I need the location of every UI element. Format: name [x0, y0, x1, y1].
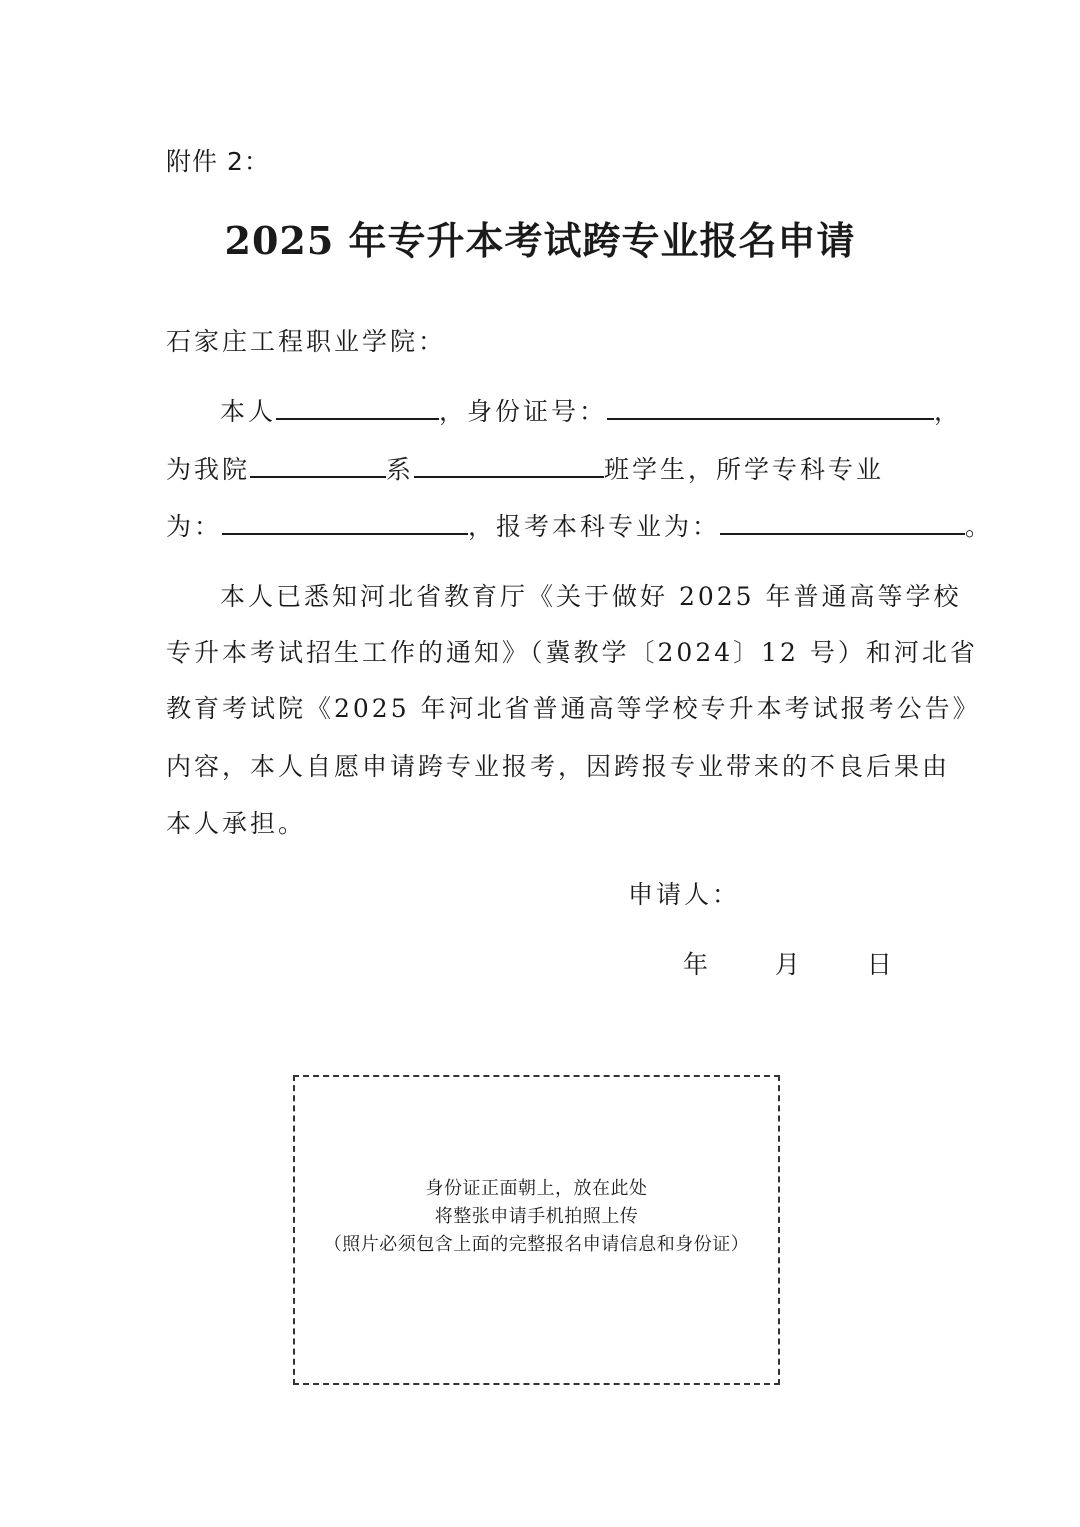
photo-instruction-line: （照片必须包含上面的完整报名申请信息和身份证） [323, 1234, 750, 1255]
month-label: 月 [774, 950, 803, 979]
addressee: 石家庄工程职业学院： [166, 327, 447, 356]
label-our-college: 为我院 [166, 455, 251, 484]
junior-major-blank[interactable] [222, 507, 468, 535]
applicant-signature-label: 申请人： [628, 880, 741, 909]
form-row-department-class [166, 450, 884, 486]
class-blank[interactable] [414, 450, 604, 478]
document-title: 2025 年专升本考试跨专业报名申请 [224, 218, 856, 263]
period: 。 [965, 512, 994, 541]
photo-instruction-line: 将整张申请手机拍照上传 [434, 1206, 639, 1227]
date-row [683, 945, 895, 981]
paragraph-line: 本人已悉知河北省教育厅《关于做好 2025 年普通高等学校 [220, 582, 962, 611]
label-department: 系 [386, 455, 415, 484]
label-is: 为： [166, 512, 223, 541]
paragraph-line: 专升本考试招生工作的通知》（冀教学〔2024〕12 号）和河北省 [166, 638, 978, 667]
target-major-blank[interactable] [720, 507, 965, 535]
year-label: 年 [683, 950, 712, 979]
id-card-photo-area [293, 1075, 780, 1385]
label-id-number: ，身份证号： [439, 397, 608, 426]
name-blank[interactable] [276, 392, 439, 420]
label-target-major: ，报考本科专业为： [468, 512, 721, 541]
paragraph-line: 教育考试院《2025 年河北省普通高等学校专升本考试报考公告》 [166, 694, 981, 723]
form-row-majors [166, 507, 993, 543]
attachment-label: 附件 2： [166, 147, 270, 176]
comma: ， [934, 397, 963, 426]
label-class-student: 班学生，所学专科专业 [604, 455, 885, 484]
paragraph-line: 内容，本人自愿申请跨专业报考，因跨报专业带来的不良后果由 [166, 752, 951, 781]
photo-instruction-line: 身份证正面朝上，放在此处 [425, 1178, 648, 1199]
paragraph-line: 本人承担。 [166, 809, 307, 838]
form-row-name-id [220, 392, 962, 428]
id-number-blank[interactable] [607, 392, 934, 420]
label-self: 本人 [220, 397, 277, 426]
department-blank[interactable] [250, 450, 386, 478]
day-label: 日 [866, 950, 895, 979]
